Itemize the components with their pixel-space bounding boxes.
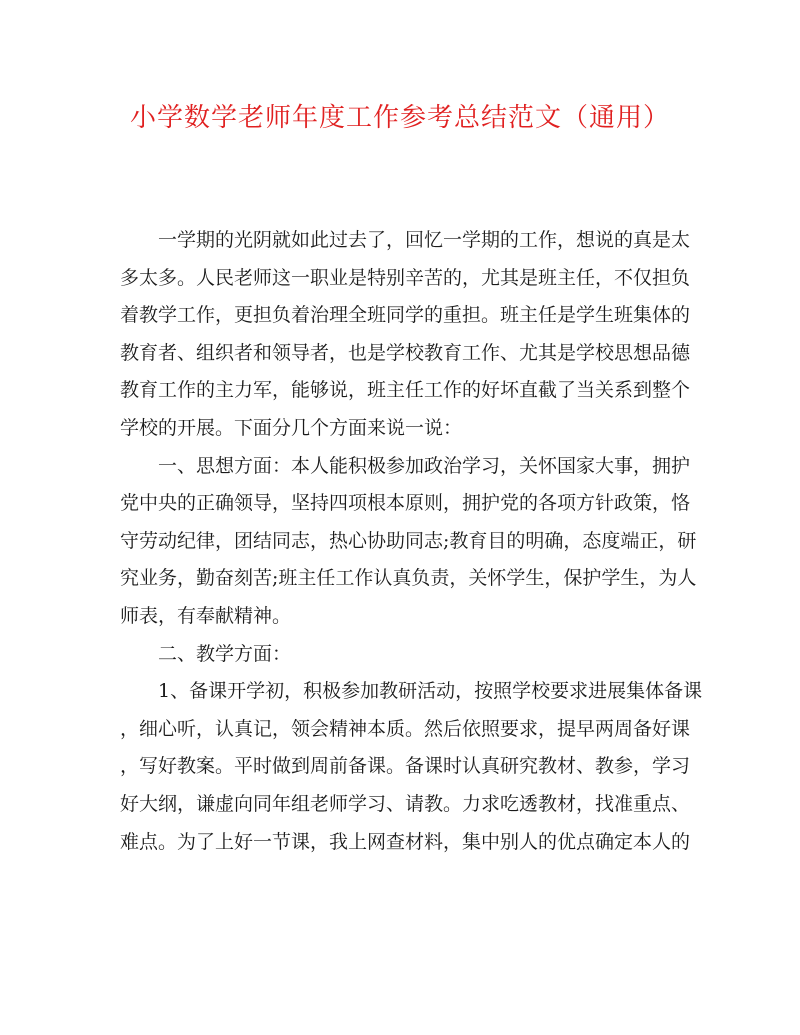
body-line: 教育者、组织者和领导者，也是学校教育工作、尤其是学校思想品德 xyxy=(120,341,691,364)
body-line: 教育工作的主力军，能够说，班主任工作的好坏直截了当关系到整个 xyxy=(120,379,691,402)
body-line: 1、备课开学初，积极参加教研活动，按照学校要求进展集体备课 xyxy=(158,680,703,703)
body-line: 一学期的光阴就如此过去了，回忆一学期的工作，想说的真是太 xyxy=(158,229,691,251)
body-line: 究业务，勤奋刻苦;班主任工作认真负责，关怀学生，保护学生，为人 xyxy=(120,567,697,590)
body-line: 守劳动纪律，团结同志，热心协助同志;教育目的明确，态度端正，研 xyxy=(120,529,697,552)
document-body xyxy=(120,222,703,861)
body-line: 学校的开展。下面分几个方面来说一说： xyxy=(120,416,463,439)
body-line: 多太多。人民老师这一职业是特别辛苦的，尤其是班主任，不仅担负 xyxy=(120,266,691,289)
body-line: ，写好教案。平时做到周前备课。备课时认真研究教材、教参，学习 xyxy=(120,755,691,778)
body-line: 着教学工作，更担负着治理全班同学的重担。班主任是学生班集体的 xyxy=(120,304,691,327)
body-line: 难点。为了上好一节课，我上网查材料，集中别人的优点确定本人的 xyxy=(120,830,691,853)
body-line: 一、思想方面：本人能积极参加政治学习，关怀国家大事，拥护 xyxy=(158,454,691,477)
body-line: ，细心听，认真记，领会精神本质。然后依照要求，提早两周备好课 xyxy=(120,717,691,740)
body-line: 好大纲，谦虚向同年组老师学习、请教。力求吃透教材，找准重点、 xyxy=(120,792,691,815)
document-title: 小学数学老师年度工作参考总结范文（通用） xyxy=(129,103,670,133)
body-line: 党中央的正确领导，坚持四项根本原则，拥护党的各项方针政策，恪 xyxy=(120,492,691,515)
body-line: 师表，有奉献精神。 xyxy=(120,604,292,627)
body-line: 二、教学方面： xyxy=(158,642,292,665)
